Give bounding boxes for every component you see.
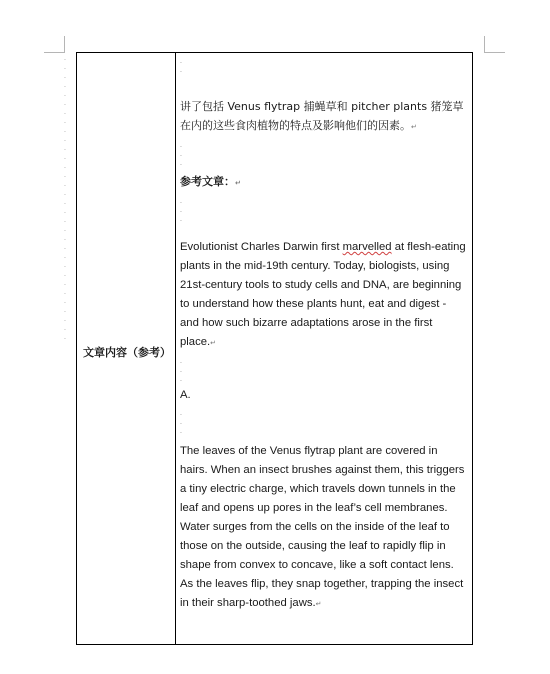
label-cell	[77, 53, 175, 644]
paragraph-venus-flytrap: The leaves of the Venus flytrap plant are covered in hairs. When an insect brushes against them, this triggers a tiny electric charge, which travels down tunnels in the leaf and opens up pores in the leaf’s cell membranes. Water surges from the cells on the inside of the leaf to those on the outside, causing the leaf to rapidly flip in shape from convex to concave, like a soft contact lens. As the leaves flip, they snap together, trapping the insect in their sharp-toothed jaws.↵	[180, 445, 465, 609]
empty-paragraph-mark: .	[180, 58, 182, 65]
paragraph-darwin: Evolutionist Charles Darwin first marvelled at flesh-eating plants in the mid-19th century. Today, biologists, using 21st-century tools to study cells and DNA, are beginning to understand how these plants hunt, eat and digest - and how such bizarre adaptations arose in the first place.↵	[180, 241, 466, 348]
empty-paragraph-mark: .	[180, 428, 182, 435]
empty-paragraph-mark: .	[180, 160, 182, 167]
crop-mark-top-right	[484, 36, 505, 53]
spelling-underlined-word: marvelled	[342, 241, 392, 253]
empty-paragraph-mark: .	[180, 367, 182, 374]
empty-paragraph-mark: .	[180, 142, 182, 149]
crop-mark-top-left	[44, 36, 65, 53]
empty-paragraph-mark: .	[180, 216, 182, 223]
empty-paragraph-mark: .	[180, 198, 182, 205]
section-letter: A.	[180, 389, 191, 401]
content-table	[76, 52, 473, 645]
empty-paragraph-mark: .	[180, 376, 182, 383]
empty-paragraph-mark: .	[180, 419, 182, 426]
column-divider	[175, 53, 176, 644]
empty-paragraph-mark: .	[180, 410, 182, 417]
margin-paragraph-marks: . . . . . . . . . . . . . . . . . . . . . . . . . . . . . . . .	[64, 55, 66, 341]
intro-paragraph: 讲了包括 Venus flytrap 捕蝇草和 pitcher plants 猪笼草在内的这些食肉植物的特点及影响他们的因素。↵	[180, 100, 464, 132]
empty-paragraph-mark: .	[180, 151, 182, 158]
empty-paragraph-mark: .	[180, 207, 182, 214]
row-label: 文章内容（参考）	[83, 346, 171, 359]
empty-paragraph-mark: .	[180, 358, 182, 365]
content-cell[interactable]	[180, 53, 468, 644]
empty-paragraph-mark: .	[180, 67, 182, 74]
reference-heading: 参考文章：↵	[180, 175, 241, 188]
